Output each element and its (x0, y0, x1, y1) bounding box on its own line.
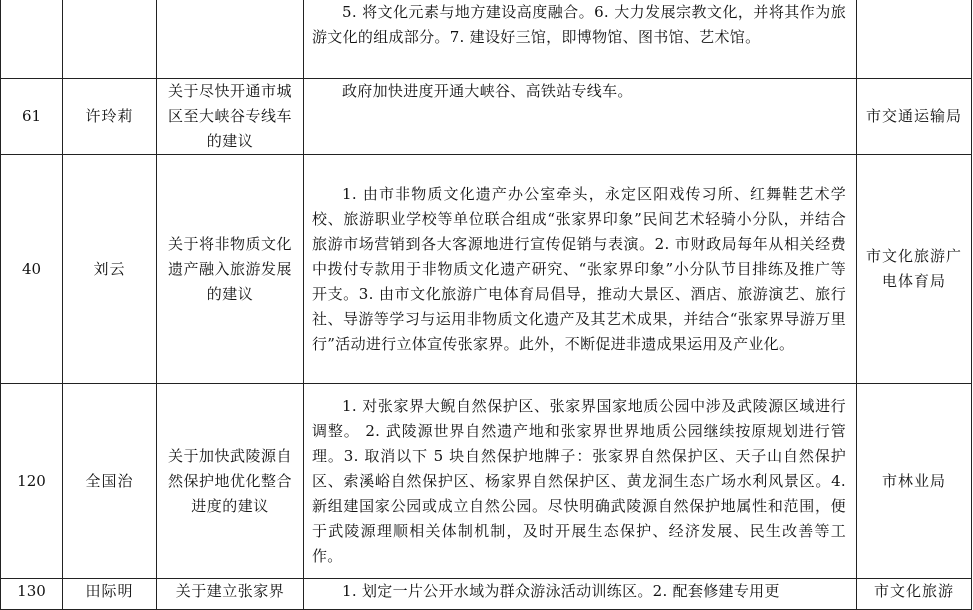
reply-content (304, 155, 857, 384)
proposer-name: 许玲莉 (63, 79, 157, 155)
handling-department: 市文化旅游广电体育局 (857, 155, 972, 384)
row-number: 130 (1, 579, 63, 610)
reply-content (304, 384, 857, 579)
proposer-name (63, 0, 157, 79)
reply-text: 5. 将文化元素与地方建设高度融合。6. 大力发展宗教文化，并将其作为旅游文化的组成部分。7. 建设好三馆，即博物馆、图书馆、艺术馆。 (312, 3, 846, 46)
table-row (1, 384, 972, 579)
proposer-name: 刘云 (63, 155, 157, 384)
handling-department (857, 0, 972, 79)
suggestion-title: 关于尽快开通市城区至大峡谷专线车的建议 (157, 79, 304, 155)
suggestion-title (157, 0, 304, 79)
handling-department: 市交通运输局 (857, 79, 972, 155)
row-number: 61 (1, 79, 63, 155)
table-row (1, 0, 972, 79)
reply-text: 1. 划定一片公开水域为群众游泳活动训练区。2. 配套修建专用更 (342, 582, 780, 600)
suggestion-title: 关于建立张家界 (157, 579, 304, 610)
reply-content (304, 0, 857, 79)
proposer-name: 田际明 (63, 579, 157, 610)
reply-content (304, 79, 857, 155)
suggestion-title: 关于加快武陵源自然保护地优化整合进度的建议 (157, 384, 304, 579)
table-row (1, 155, 972, 384)
reply-text: 1. 由市非物质文化遗产办公室牵头，永定区阳戏传习所、红舞鞋艺术学校、旅游职业学校等单位联合组成“张家界印象”民间艺术轻骑小分队，并结合旅游市场营销到各大客源地进行宣传促销与表演。2. 市财政局每年从相关经费中拨付专款用于非物质文化遗产研究、“张家界印象”小分队节目排练及推广等开支。3. 由市文化旅游广电体育局倡导，推动大景区、酒店、旅游演艺、旅行社、导游等学习与运用非物质文化遗产及其艺术成果，并结合“张家界导游万里行”活动进行立体宣传张家界。此外，不断促进非遗成果运用及产业化。 (312, 184, 846, 353)
reply-text: 政府加快进度开通大峡谷、高铁站专线车。 (342, 82, 633, 100)
handling-department: 市林业局 (857, 384, 972, 579)
proposer-name: 全国治 (63, 384, 157, 579)
row-number: 120 (1, 384, 63, 579)
reply-text: 1. 对张家界大鲵自然保护区、张家界国家地质公园中涉及武陵源区域进行调整。 2. 武陵源世界自然遗产地和张家界世界地质公园继续按原规划进行管理。3. 取消以下 5 块自然保护地牌子：张家界自然保护区、天子山自然保护区、索溪峪自然保护区、杨家界自然保护区、黄龙洞生态广场水利风景区。4. 新组建国家公园或成立自然公园。尽快明确武陵源自然保护地属性和范围，便于武陵源理顺相关体制机制，及时开展生态保护、经济发展、民生改善等工作。 (312, 396, 846, 565)
row-number: 40 (1, 155, 63, 384)
table-row (1, 79, 972, 155)
handling-department: 市文化旅游 (857, 579, 972, 610)
suggestion-title: 关于将非物质文化遗产融入旅游发展的建议 (157, 155, 304, 384)
row-number (1, 0, 63, 79)
